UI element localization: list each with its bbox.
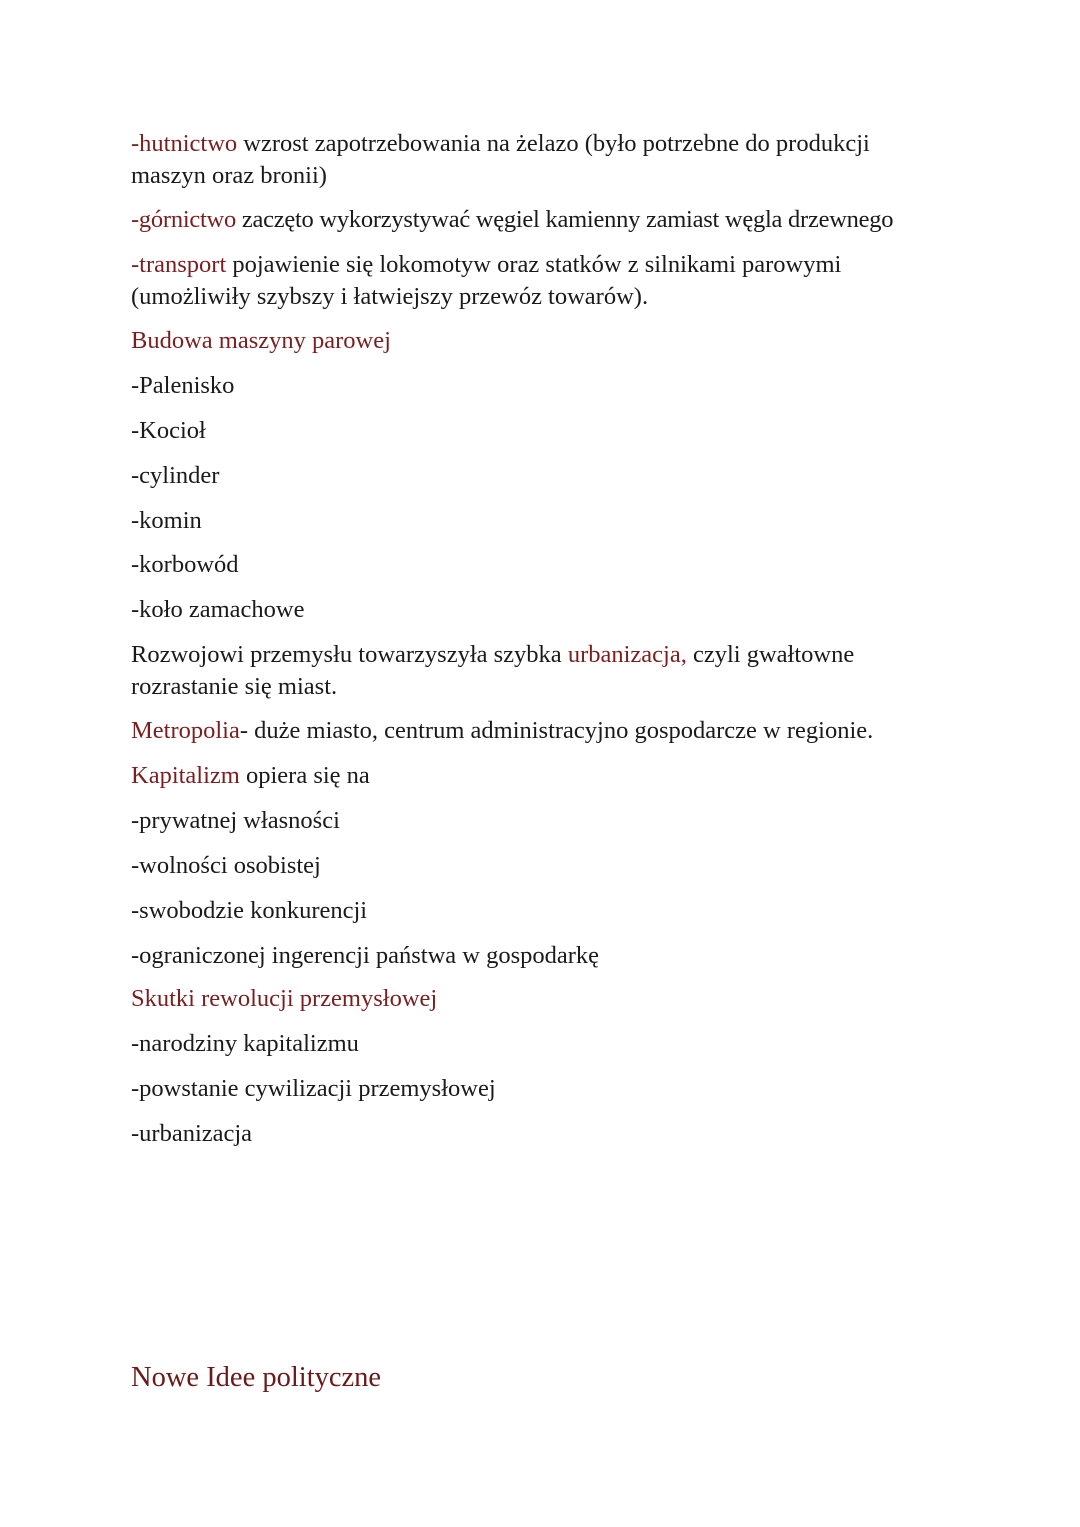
- industry-item-gornictwo: [131, 204, 893, 236]
- urbanization-paragraph: [131, 639, 854, 671]
- capitalism-intro: [131, 760, 370, 792]
- effects-heading: Skutki rewolucji przemysłowej: [131, 985, 438, 1012]
- metropolis-text: - duże miasto, centrum administracyjno gospodarcze w regionie.: [239, 717, 874, 744]
- list-item: -swobodzie konkurencji: [131, 897, 368, 924]
- metropolis-definition: [131, 715, 873, 747]
- industry-item-hutnictwo-cont: maszyn oraz bronii): [131, 162, 327, 189]
- list-item: -Palenisko: [131, 372, 235, 399]
- list-item: -komin: [131, 507, 202, 534]
- list-item: -cylinder: [131, 462, 220, 489]
- list-item: -koło zamachowe: [131, 596, 305, 623]
- list-item: -wolności osobistej: [131, 852, 321, 879]
- urbanization-before: Rozwojowi przemysłu towarzyszyła szybka: [131, 641, 568, 668]
- industry-item-transport: [131, 249, 841, 281]
- list-item: -Kocioł: [131, 417, 206, 444]
- capitalism-term: Kapitalizm: [131, 762, 240, 789]
- industry-text: zaczęto wykorzystywać węgiel kamienny zamiast węgla drzewnego: [236, 206, 894, 233]
- list-item: -prywatnej własności: [131, 807, 340, 834]
- capitalism-text: opiera się na: [239, 762, 370, 789]
- industry-term: -górnictwo: [131, 206, 236, 233]
- urbanization-term: urbanizacja,: [567, 641, 687, 668]
- list-item: -ograniczonej ingerencji państwa w gospodarkę: [131, 942, 600, 969]
- list-item: -narodziny kapitalizmu: [131, 1030, 359, 1057]
- list-item: -powstanie cywilizacji przemysłowej: [131, 1075, 496, 1102]
- metropolis-term: Metropolia: [131, 717, 240, 744]
- urbanization-after: czyli gwałtowne: [686, 641, 855, 668]
- industry-item-hutnictwo: [131, 128, 870, 160]
- industry-text: wzrost zapotrzebowania na żelazo (było potrzebne do produkcji: [237, 130, 870, 157]
- list-item: -urbanizacja: [131, 1120, 253, 1147]
- industry-term: -transport: [131, 251, 227, 278]
- list-item: -korbowód: [131, 551, 239, 578]
- section-heading: Nowe Idee polityczne: [131, 1362, 382, 1393]
- urbanization-cont: rozrastanie się miast.: [131, 673, 338, 700]
- industry-item-transport-cont: (umożliwiły szybszy i łatwiejszy przewóz towarów).: [131, 283, 649, 310]
- industry-term: -hutnictwo: [131, 130, 238, 157]
- steam-engine-heading: Budowa maszyny parowej: [131, 327, 391, 354]
- industry-text: pojawienie się lokomotyw oraz statków z silnikami parowymi: [226, 251, 842, 278]
